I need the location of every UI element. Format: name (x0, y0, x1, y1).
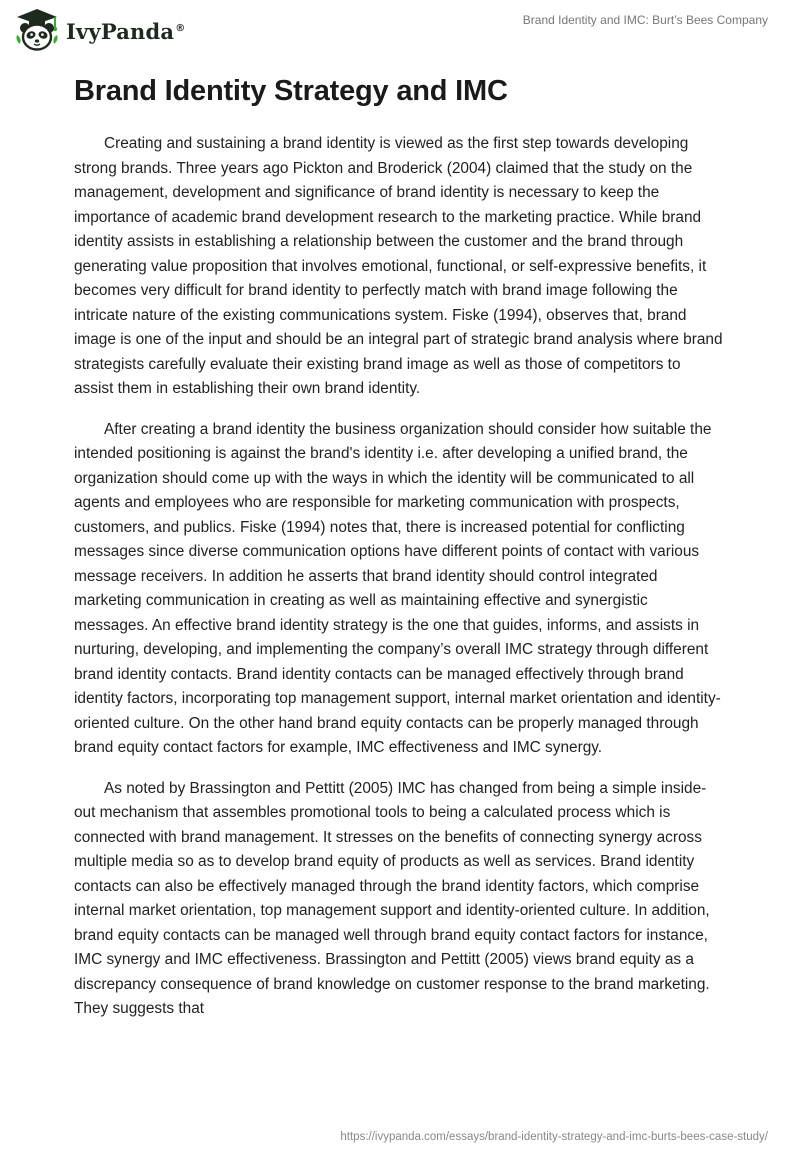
paragraph-2: After creating a brand identity the business organization should consider how suitable the intended positioning is against the brand's identity i.e. after developing a unified brand, the organization should come up with the ways in which the identity will be communicated to all agents and employees who are responsible for marketing communication with prospects, customers, and publics. Fiske (1994) notes that, there is increased potential for conflicting messages since diverse communication options have different points of contact with various message receivers. In addition he asserts that brand identity should control integrated marketing communication in creating as well as maintaining effective and synergistic messages. An effective brand identity strategy is the one that guides, informs, and assists in nurturing, developing, and implementing the company’s overall IMC strategy through different brand identity contacts. Brand identity contacts can be managed effectively through brand identity factors, incorporating top management support, internal market orientation and identity-oriented culture. On the other hand brand equity contacts can be properly managed through brand equity contact factors for example, IMC effectiveness and IMC synergy. (74, 420, 721, 756)
source-url[interactable]: https://ivypanda.com/essays/brand-identity-strategy-and-imc-burts-bees-case-study/ (340, 1131, 768, 1143)
essay-content (74, 72, 724, 1022)
panda-graduate-icon (14, 8, 60, 52)
document-header-title: Brand Identity and IMC: Burt’s Bees Company (522, 13, 768, 27)
paragraph-1: Creating and sustaining a brand identity is viewed as the first step towards developing strong brands. Three years ago Pickton and Broderick (2004) claimed that the study on the management, development and significance of brand identity is necessary to keep the importance of academic brand development research to the marketing practice. While brand identity assists in establishing a relationship between the customer and the brand through generating value proposition that involves emotional, functional, or self-expressive benefits, it becomes very difficult for brand identity to perfectly match with brand image following the intricate nature of the existing communications system. Fiske (1994), observes that, brand image is one of the input and should be an integral part of strategic brand analysis where brand strategists carefully evaluate their existing brand image as well as those of competitors to assist them in establishing their own brand identity. (74, 135, 723, 397)
logo-name: IvyPanda (66, 18, 175, 44)
page-title: Brand Identity Strategy and IMC (74, 75, 508, 107)
paragraph-3: As noted by Brassington and Pettitt (2005) IMC has changed from being a simple inside-out mechanism that assembles promotional tools to being a calculated process which is connected with brand management. It stresses on the benefits of connecting synergy across multiple media so as to develop brand equity of products as well as services. Brand identity contacts can also be effectively managed through the brand identity factors, which comprise internal market orientation, top management support and identity-oriented culture. In addition, brand equity contacts can be managed well through brand equity contact factors for instance, IMC synergy and IMC effectiveness. Brassington and Pettitt (2005) views brand equity as a discrepancy consequence of brand knowledge on customer response to the brand marketing. They suggests that (74, 779, 710, 1017)
page-header (0, 0, 800, 60)
ivypanda-logo[interactable] (14, 8, 185, 52)
logo-text (66, 19, 185, 44)
registered-mark: ® (175, 22, 186, 34)
